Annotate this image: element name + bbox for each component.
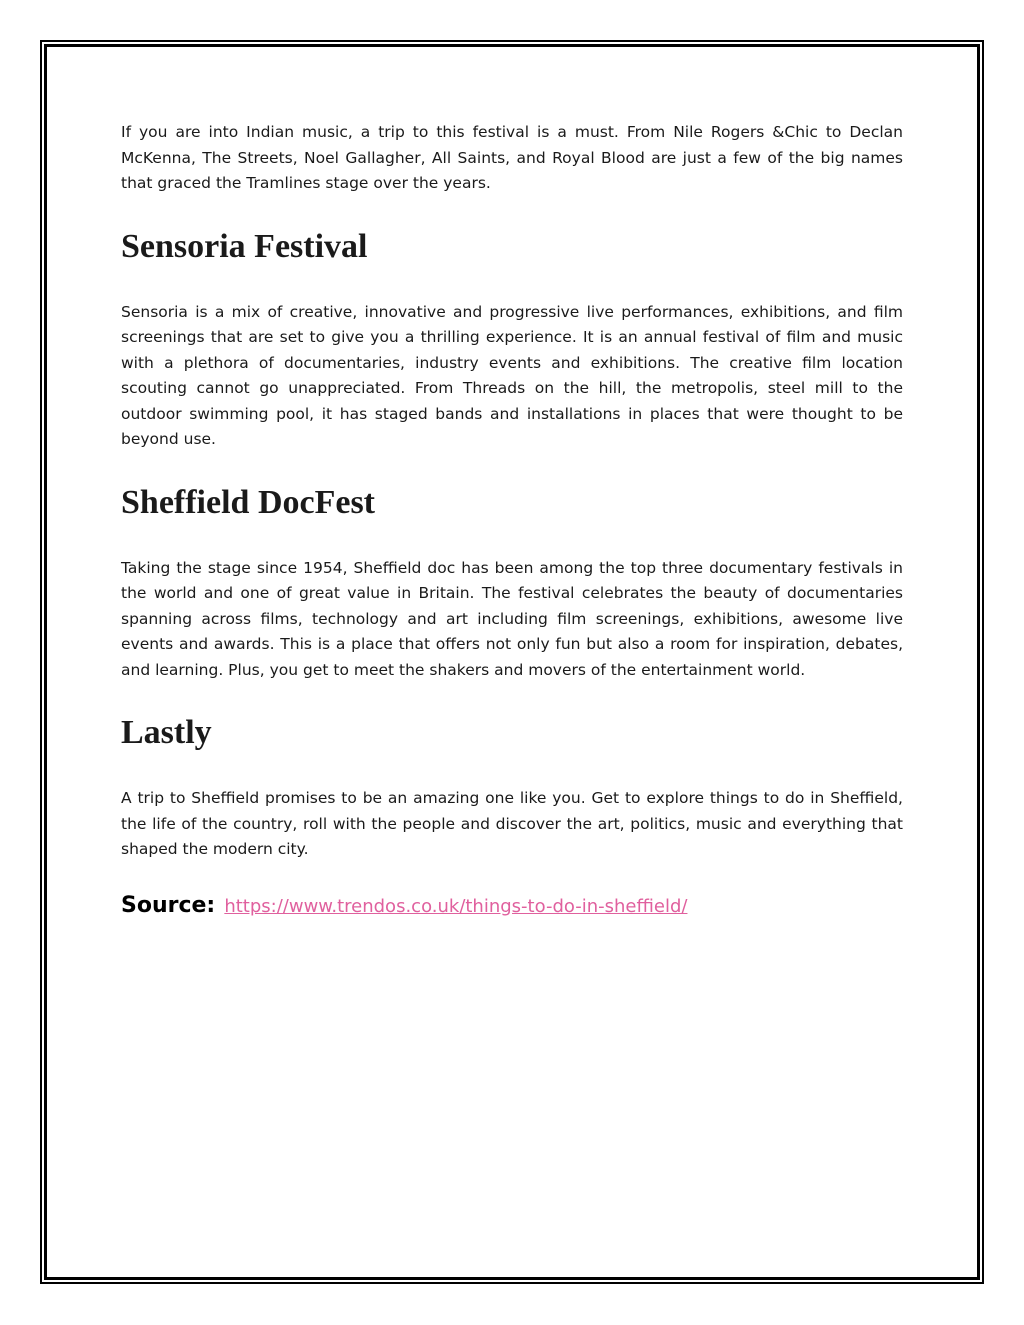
heading-lastly: Lastly: [121, 714, 212, 751]
source-link[interactable]: https://www.trendos.co.uk/things-to-do-in-sheffield/: [224, 895, 688, 917]
intro-paragraph: If you are into Indian music, a trip to this festival is a must. From Nile Rogers &Chic to Declan McKenna, The Streets, Noel Gallagher, All Saints, and Royal Blood are just a few of the big names that graced the Tramlines stage over the years.: [121, 123, 903, 192]
lastly-paragraph: A trip to Sheffield promises to be an amazing one like you. Get to explore things to do in Sheffield, the life of the country, roll with the people and discover the art, politics, music and everything that shaped the modern city.: [121, 789, 903, 858]
source-label: Source:: [121, 892, 216, 918]
docfest-paragraph: Taking the stage since 1954, Sheffield doc has been among the top three documentary festivals in the world and one of great value in Britain. The festival celebrates the beauty of documentaries spanning across films, technology and art including film screenings, exhibitions, awesome live events and awards. This is a place that offers not only fun but also a room for inspiration, debates, and learning. Plus, you get to meet the shakers and movers of the entertainment world.: [121, 558, 903, 679]
sensoria-paragraph: Sensoria is a mix of creative, innovative and progressive live performances, exhibitions, and film screenings that are set to give you a thrilling experience. It is an annual festival of film and music with a plethora of documentaries, industry events and exhibitions. The creative film location scouting cannot go unappreciated. From Threads on the hill, the metropolis, steel mill to the outdoor swimming pool, it has staged bands and installations in places that were thought to be beyond use.: [121, 302, 903, 448]
heading-sheffield-docfest: Sheffield DocFest: [121, 483, 376, 521]
source-line: [121, 893, 903, 918]
heading-sensoria-festival: Sensoria Festival: [121, 227, 368, 265]
document-content: [121, 120, 903, 918]
